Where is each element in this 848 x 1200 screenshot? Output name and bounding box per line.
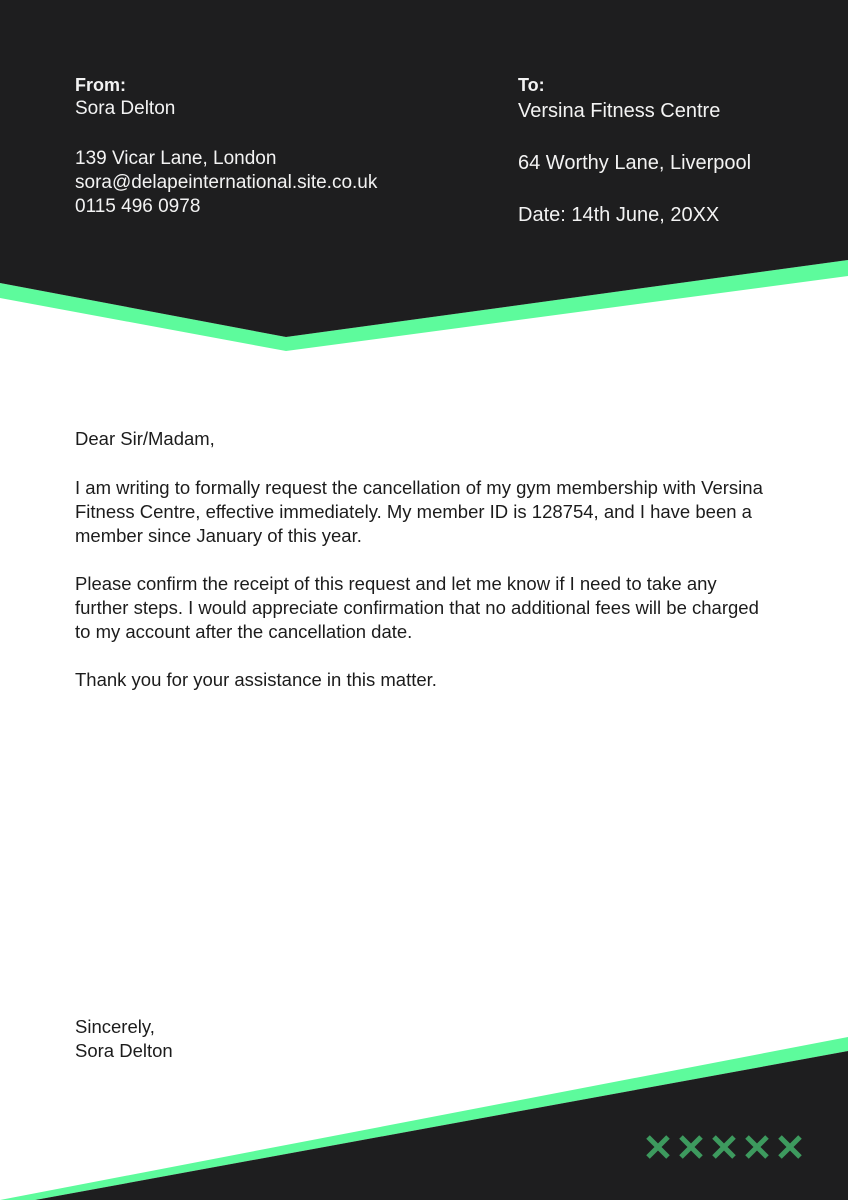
from-label: From: (75, 75, 126, 95)
sender-block (75, 73, 377, 219)
sender-address: 139 Vicar Lane, London (75, 148, 277, 169)
cross-icon (681, 1137, 701, 1157)
signature-name: Sora Delton (75, 1040, 173, 1061)
body-paragraph: Thank you for your assistance in this matter. (75, 669, 437, 690)
cross-icon (648, 1137, 668, 1157)
to-label: To: (518, 75, 545, 95)
body-paragraph: I am writing to formally request the cancellation of my gym membership with Versina Fitness Centre, effective immediately. My member ID is 128754, and I have been a member since January of this year. (75, 477, 763, 546)
closing: Sincerely, (75, 1016, 155, 1037)
recipient-address: 64 Worthy Lane, Liverpool (518, 152, 752, 174)
greeting: Dear Sir/Madam, (75, 428, 215, 449)
cross-icon-row (643, 1131, 809, 1165)
recipient-name: Versina Fitness Centre (518, 100, 721, 122)
cross-icon (714, 1137, 734, 1157)
recipient-block (518, 73, 751, 227)
cross-icon (747, 1137, 767, 1157)
sender-email: sora@delapeinternational.site.co.uk (75, 172, 378, 193)
letter-date: Date: 14th June, 20XX (518, 204, 720, 226)
cross-icon (780, 1137, 800, 1157)
sender-phone: 0115 496 0978 (75, 196, 201, 217)
sender-name: Sora Delton (75, 98, 176, 119)
closing-block (75, 1015, 765, 1063)
body-paragraph: Please confirm the receipt of this request and let me know if I need to take any further steps. I would appreciate confirmation that no additional fees will be charged to my account after the cancellation date. (75, 573, 759, 642)
